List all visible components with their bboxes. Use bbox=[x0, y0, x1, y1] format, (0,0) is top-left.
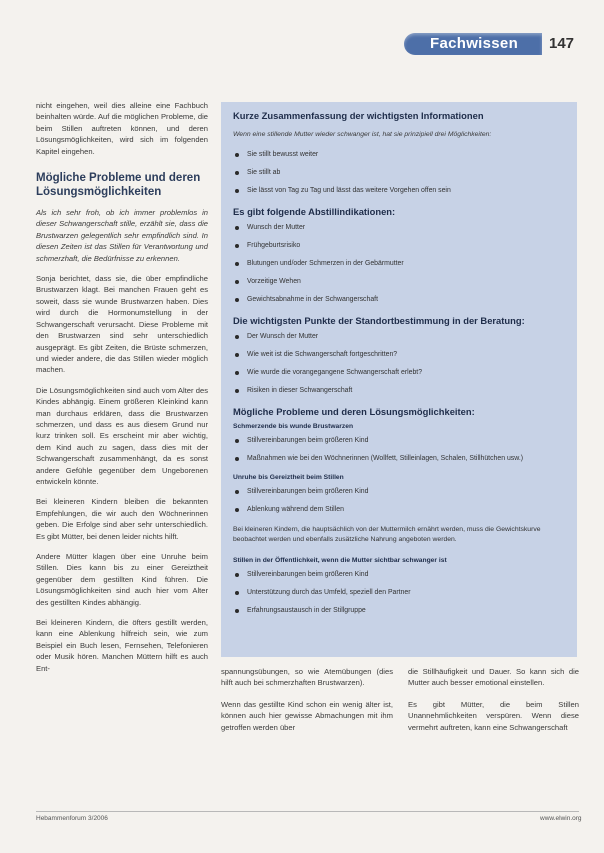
footer-divider bbox=[36, 811, 579, 812]
list-item: Wunsch der Mutter bbox=[233, 223, 565, 233]
list-item: Stillvereinbarungen beim größeren Kind bbox=[233, 570, 565, 580]
section-heading: Mögliche Probleme und deren Lösungsmöglichkeiten bbox=[36, 172, 201, 199]
paragraph: die Stillhäufigkeit und Dauer. So kann sich die Mutter auch besser emotional einstellen. bbox=[408, 667, 579, 688]
section-tab bbox=[404, 33, 542, 55]
list-item: Risiken in dieser Schwangerschaft bbox=[233, 386, 565, 396]
list-item: Sie stillt bewusst weiter bbox=[233, 150, 565, 160]
paragraph: spannungsübungen, so wie Atemübungen (dies hilft auch bei schmerzhaften Brustwarzen). bbox=[221, 667, 393, 688]
page-number: 147 bbox=[549, 35, 575, 52]
abstill-list bbox=[233, 223, 565, 305]
paragraph: Bei kleineren Kindern, die öfters gestillt werden, kann eine Ablenkung hilfreich sein, wie zum Beispiel ein Buch lesen, Fernsehen, Telefonieren oder Musik hören. Manchen Müttern hilft es auch Ent- bbox=[36, 618, 208, 673]
options-list bbox=[233, 150, 565, 196]
list-item: Ablenkung während dem Stillen bbox=[233, 505, 565, 515]
problem-list-3 bbox=[233, 570, 565, 616]
bottom-column-1 bbox=[221, 666, 393, 743]
list-item: Blutungen und/oder Schmerzen in der Gebärmutter bbox=[233, 259, 565, 269]
list-item: Wie weit ist die Schwangerschaft fortgeschritten? bbox=[233, 350, 565, 360]
list-item: Unterstützung durch das Umfeld, speziell den Partner bbox=[233, 588, 565, 598]
list-item: Maßnahmen wie bei den Wöchnerinnen (Wollfett, Stilleinlagen, Schalen, Stillhütchen usw.) bbox=[233, 454, 565, 464]
subheading: Schmerzende bis wunde Brustwarzen bbox=[233, 423, 354, 430]
list-item: Sie stillt ab bbox=[233, 168, 565, 178]
summary-box bbox=[221, 102, 577, 657]
footer-publication: Hebammenforum 3/2006 bbox=[36, 815, 108, 822]
list-item: Der Wunsch der Mutter bbox=[233, 332, 565, 342]
left-column bbox=[36, 100, 208, 683]
list-item: Frühgeburtsrisiko bbox=[233, 241, 565, 251]
paragraph: Andere Mütter klagen über eine Unruhe beim Stillen. Dies kann bis zu einer Gereiztheit gegenüber dem gestillten Kind führen. Die Lösungsmöglichkeiten sind auch hier vom Alter des gestillten Kindes abhängig. bbox=[36, 552, 208, 607]
subheading: Unruhe bis Gereiztheit beim Stillen bbox=[233, 474, 344, 481]
abstill-heading: Es gibt folgende Abstillindikationen: bbox=[233, 206, 396, 217]
bottom-column-2 bbox=[408, 666, 579, 743]
paragraph: Sonja berichtet, dass sie, die über empfindliche Brustwarzen klagt. Bei manchen Frauen geht es soweit, dass sie wunde Brustwarzen haben. Dies wird durch die Hormonumstellung in der Schwangerschaft verursacht. Diese Probleme mit den Brustwarzen sind sehr unterschiedlich ausgeprägt. Es gibt Zeiten, die Brüste schmerzen, und wieder andere, die das Stillen wieder möglich machen. bbox=[36, 274, 208, 375]
subheading: Stillen in der Öffentlichkeit, wenn die Mutter sichtbar schwanger ist bbox=[233, 557, 447, 564]
section-title: Fachwissen bbox=[430, 35, 519, 52]
list-item: Wie wurde die vorangegangene Schwangerschaft erlebt? bbox=[233, 368, 565, 378]
summary-paragraph: Bei kleineren Kindern, die hauptsächlich von der Muttermilch ernährt werden, muss die Gewichtskurve beobachtet werden und ebenfalls zusätzliche Nahrung angeboten werden. bbox=[233, 526, 541, 543]
paragraph: Bei kleineren Kindern bleiben die bekannten Empfehlungen, die wir auch den Wöchnerinnen geben. Die Erfolge sind aber sehr unterschiedlich. Es gibt Mütter, bei denen leider nichts hilft. bbox=[36, 497, 208, 541]
list-item: Sie lässt von Tag zu Tag und lässt das weitere Vorgehen offen sein bbox=[233, 186, 565, 196]
probleme-heading: Mögliche Probleme und deren Lösungsmöglichkeiten: bbox=[233, 406, 475, 417]
standort-heading: Die wichtigsten Punkte der Standortbestimmung in der Beratung: bbox=[233, 315, 525, 326]
problem-list-1 bbox=[233, 436, 565, 464]
list-item: Erfahrungsaustausch in der Stillgruppe bbox=[233, 606, 565, 616]
summary-title: Kurze Zusammenfassung der wichtigsten Informationen bbox=[233, 110, 484, 121]
paragraph: Wenn das gestillte Kind schon ein wenig älter ist, können auch hier gewisse Abmachungen mit ihm getroffen werden über bbox=[221, 699, 393, 732]
footer-url: www.elwin.org bbox=[540, 815, 582, 822]
summary-intro: Wenn eine stillende Mutter wieder schwanger ist, hat sie prinzipiell drei Möglichkeiten: bbox=[233, 131, 492, 138]
standort-list bbox=[233, 332, 565, 396]
quote-paragraph: Als ich sehr froh, ob ich immer problemlos in dieser Schwangerschaft stille, erzählt sie, dass die Brustwarzen gelegentlich sehr empfindlich sind. In diesen Zeiten ist das Stillen für Verantwortung und schmerzhaft, die Bedürfnisse zu erkennen. bbox=[36, 208, 208, 263]
list-item: Vorzeitige Wehen bbox=[233, 277, 565, 287]
list-item: Stillvereinbarungen beim größeren Kind bbox=[233, 487, 565, 497]
paragraph: Die Lösungsmöglichkeiten sind auch vom Alter des Kindes abhängig. Einem größeren Kleinkind kann man durchaus erklären, dass die Brustwarzen schmerzen, und dass es aus diesem Grund nur kurz trinken soll. Es erscheint mir aber wichtig, dem Kind auch zu sagen, dass dies mit der Schwangerschaft zusammenhängt, da es sonst andere Gefühle gegenüber dem Ungeborenen entwickeln könnte. bbox=[36, 385, 208, 486]
list-item: Gewichtsabnahme in der Schwangerschaft bbox=[233, 295, 565, 305]
problem-list-2 bbox=[233, 487, 565, 515]
list-item: Stillvereinbarungen beim größeren Kind bbox=[233, 436, 565, 446]
paragraph: nicht eingehen, weil dies alleine eine Fachbuch beinhalten würde. Auf die möglichen Probleme, die beim Stillen auftreten können, und deren Lösungsmöglichkeiten, wird sich im folgenden Kapitel eingehen. bbox=[36, 101, 208, 156]
paragraph: Es gibt Mütter, die beim Stillen Unannehmlichkeiten verspüren. Wenn diese vermehrt auftreten, kann eine Schwangerschaft bbox=[408, 699, 579, 732]
